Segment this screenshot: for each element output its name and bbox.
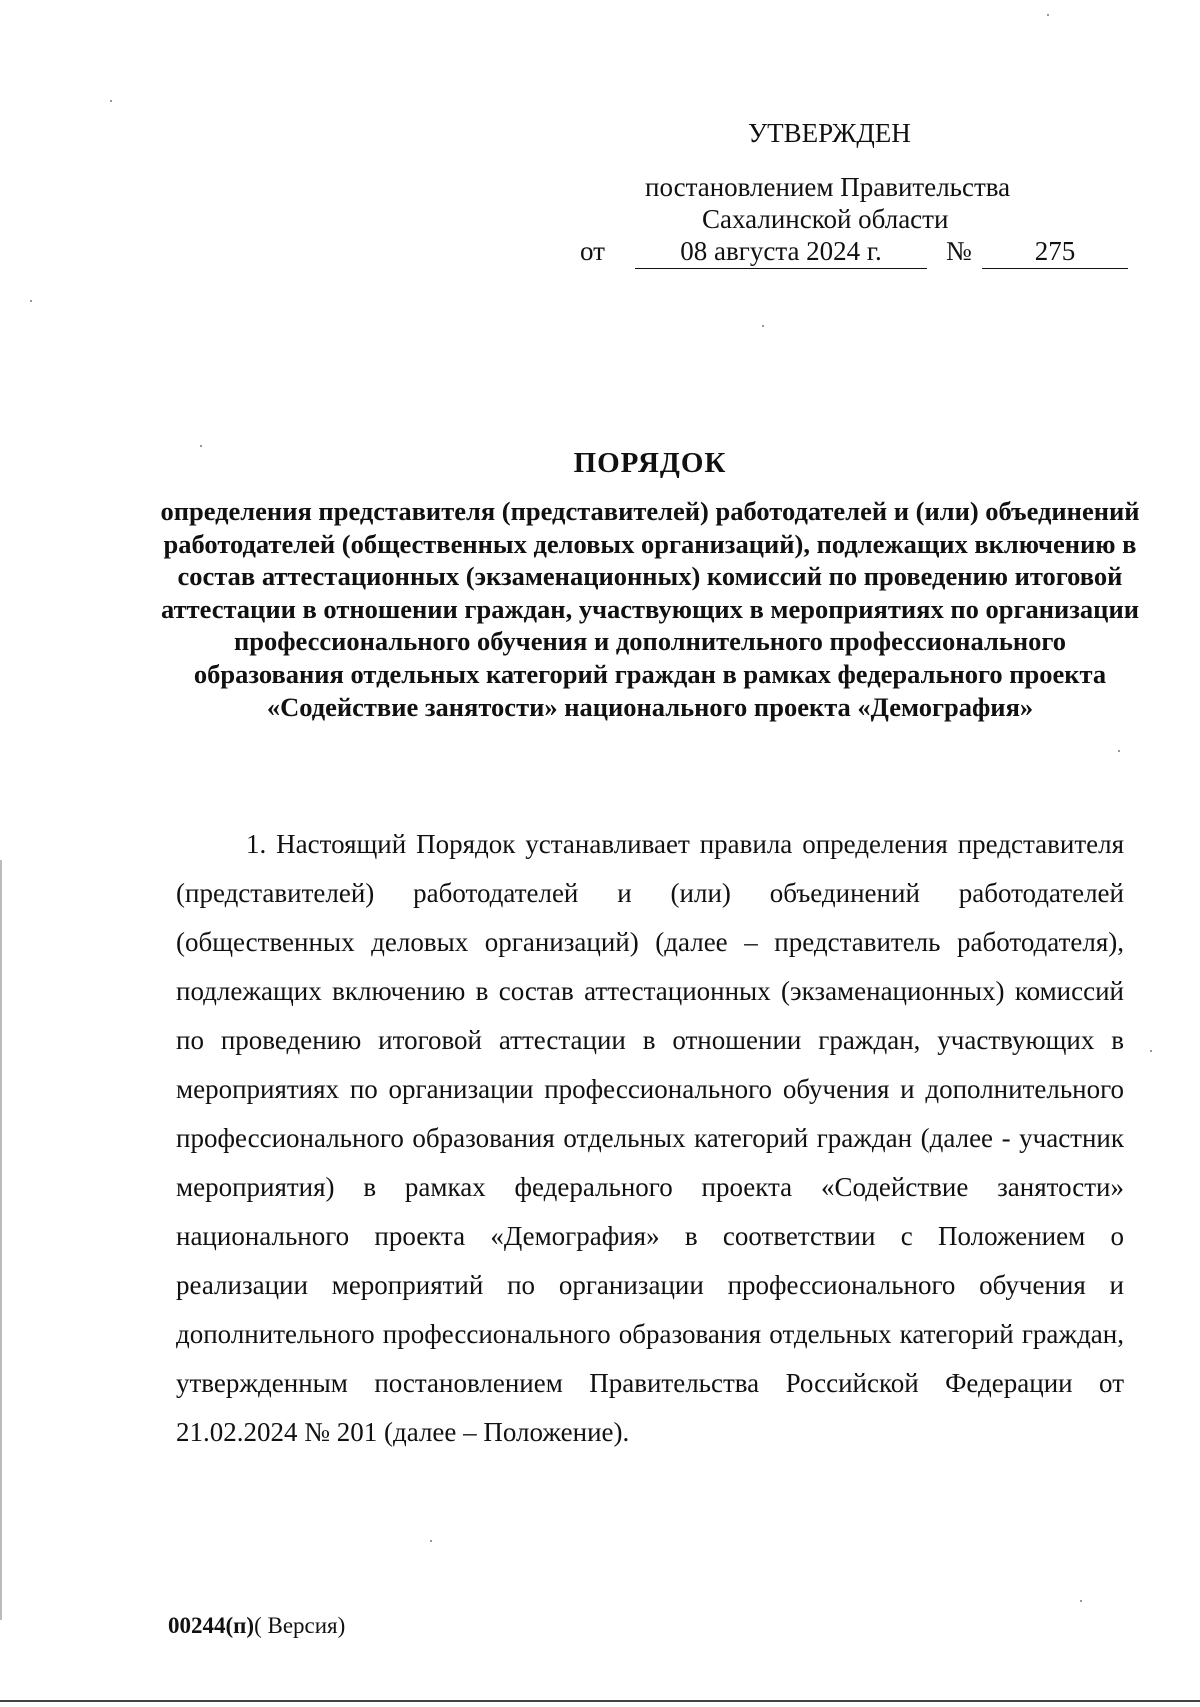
document-code: 00244(п) (168, 1613, 255, 1638)
approval-date-line (570, 236, 1130, 270)
scan-speck (1118, 750, 1120, 752)
scan-speck (430, 1540, 432, 1542)
scan-speck (1150, 1050, 1152, 1052)
approval-date: 08 августа 2024 г. (635, 236, 927, 269)
approval-title: УТВЕРЖДЕН (748, 118, 911, 148)
document-title: ПОРЯДОК (573, 447, 727, 479)
body-paragraph-1: 1. Настоящий Порядок устанавливает правила определения представителя (представителей) работодателей и (или) объединений работодателей (общественных деловых организаций) (далее – представитель работодателя), подлежащих включению в состав аттестационных (экзаменационных) комиссий по проведению итоговой аттестации в отношении граждан, участвующих в мероприятиях по организации профессионального обучения и дополнительного профессионального образования отдельных категорий граждан (далее - участник мероприятия) в рамках федерального проекта «Содействие занятости» национального проекта «Демография» в соответствии с Положением о реализации мероприятий по организации профессионального обучения и дополнительного профессионального образования отдельных категорий граждан, утвержденным постановлением Правительства Российской Федерации от 21.02.2024 № 201 (далее – Положение). (176, 829, 1124, 1447)
scan-speck (200, 445, 202, 447)
approval-authority-line: постановлением Правительства (645, 172, 1011, 202)
document-footer (168, 1613, 345, 1639)
document-subtitle: определения представителя (представителей) работодателей и (или) объединений работодателей (общественных деловых организаций), подлежащих включению в состав аттестационных (экзаменационных) комиссий по проведению итоговой аттестации в отношении граждан, участвующих в мероприятиях по организации профессионального обучения и дополнительного профессионального образования отдельных категорий граждан в рамках федерального проекта «Содействие занятости» национального проекта «Демография» (160, 496, 1140, 722)
scan-speck (762, 325, 764, 327)
document-version: ( Версия) (254, 1613, 346, 1638)
from-label: от (580, 236, 605, 266)
scan-speck (30, 300, 32, 302)
scan-edge-left (0, 860, 2, 1620)
scan-speck (110, 100, 112, 102)
approval-region-line: Сахалинской области (702, 204, 949, 234)
document-heading (160, 446, 1140, 723)
scan-edge-bottom (0, 1700, 1200, 1702)
approval-number: 275 (982, 236, 1128, 269)
number-sign: № (946, 236, 972, 266)
scan-speck (1080, 1600, 1082, 1602)
scan-speck (1047, 14, 1049, 16)
